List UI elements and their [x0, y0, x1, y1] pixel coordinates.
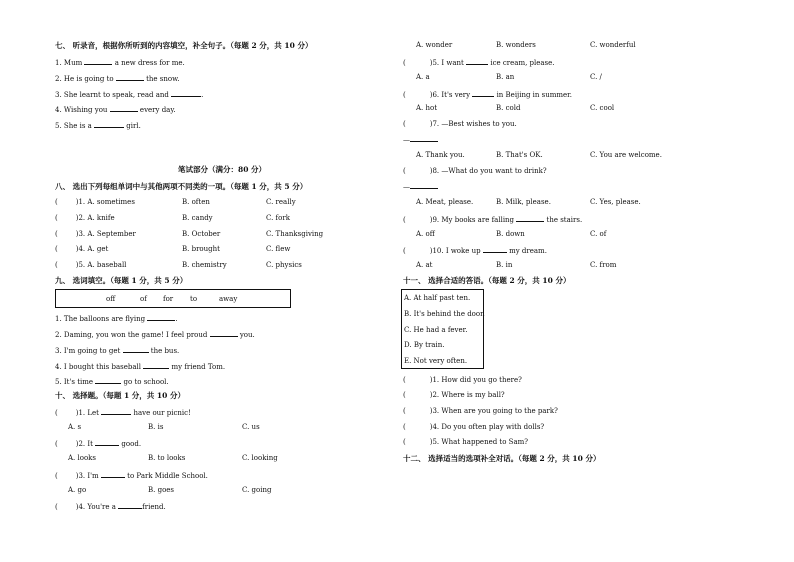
sec11-item-4: ( )4. Do you often play with dolls?: [403, 423, 545, 431]
sec10-q3: ( )3. I'm to Park Middle School.: [55, 472, 208, 480]
sec9-item-3: 3. I'm going to get the bus.: [55, 347, 180, 355]
word-bank-word: to: [190, 295, 198, 303]
sec11-item-1: ( )1. How did you go there?: [403, 376, 522, 384]
sec11-item-2: ( )2. Where is my ball?: [403, 391, 505, 399]
answer-options-box: [401, 289, 484, 369]
sec10-q8: ( )8. —What do you want to drink?: [403, 167, 547, 175]
sec10-q9: ( )9. My books are falling the stairs.: [403, 216, 583, 224]
sec10-q10: ( )10. I woke up my dream.: [403, 247, 547, 255]
sec7-item-2: 2. He is going to the snow.: [55, 75, 180, 83]
section-11-heading: 十一、 选择合适的答语。（每题 2 分，共 10 分）: [403, 276, 571, 285]
word-bank-word: off: [106, 295, 116, 303]
answer-option: B. It's behind the door.: [404, 310, 485, 318]
answer-option: C. He had a fever.: [404, 326, 468, 334]
sec10-q7: ( )7. —Best wishes to you.: [403, 120, 517, 128]
sec7-item-1: 1. Mum a new dress for me.: [55, 59, 185, 67]
sec10-q2: ( )2. It good.: [55, 440, 142, 448]
sec10-q8-reply: —: [403, 181, 438, 192]
section-9-heading: 九、 选词填空。（每题 1 分，共 5 分）: [55, 276, 188, 285]
sec9-item-5: 5. It's time go to school.: [55, 378, 169, 386]
section-10-heading: 十、 选择题。（每题 1 分，共 10 分）: [55, 391, 185, 400]
word-bank-word: of: [140, 295, 147, 303]
answer-option: E. Not very often.: [404, 357, 468, 365]
sec9-item-1: 1. The balloons are flying .: [55, 315, 178, 323]
sec10-q6: ( )6. It's very in Beijing in summer.: [403, 91, 572, 99]
word-bank-word: away: [219, 295, 238, 303]
section-12-heading: 十二、 选择适当的选项补全对话。（每题 2 分，共 10 分）: [403, 454, 601, 463]
sec10-q5: ( )5. I want ice cream, please.: [403, 59, 555, 67]
sec7-item-5: 5. She is a girl.: [55, 122, 141, 130]
word-bank-box: [55, 289, 291, 308]
sec10-q7-reply: —: [403, 134, 438, 145]
sec9-item-4: 4. I bought this baseball my friend Tom.: [55, 363, 226, 371]
sec11-item-5: ( )5. What happened to Sam?: [403, 438, 529, 446]
sec7-item-3: 3. She learnt to speak, read and .: [55, 91, 204, 99]
answer-option: D. By train.: [404, 341, 445, 349]
section-7-heading: 七、 听录音，根据你所听到的内容填空，补全句子。（每题 2 分，共 10 分）: [55, 41, 313, 50]
section-8-heading: 八、 选出下列每组单词中与其他两项不同类的一项。（每题 1 分，共 5 分）: [55, 182, 308, 191]
sec10-q4: ( )4. You're a friend.: [55, 503, 166, 511]
sec10-q1: ( )1. Let have our picnic!: [55, 409, 191, 417]
word-bank-word: for: [163, 295, 174, 303]
sec9-item-2: 2. Daming, you won the game! I feel proud you.: [55, 331, 255, 339]
answer-option: A. At half past ten.: [404, 294, 471, 302]
written-part-heading: 笔试部分（满分：80 分）: [178, 165, 267, 174]
sec7-item-4: 4. Wishing you every day.: [55, 106, 176, 114]
sec11-item-3: ( )3. When are you going to the park?: [403, 407, 558, 415]
